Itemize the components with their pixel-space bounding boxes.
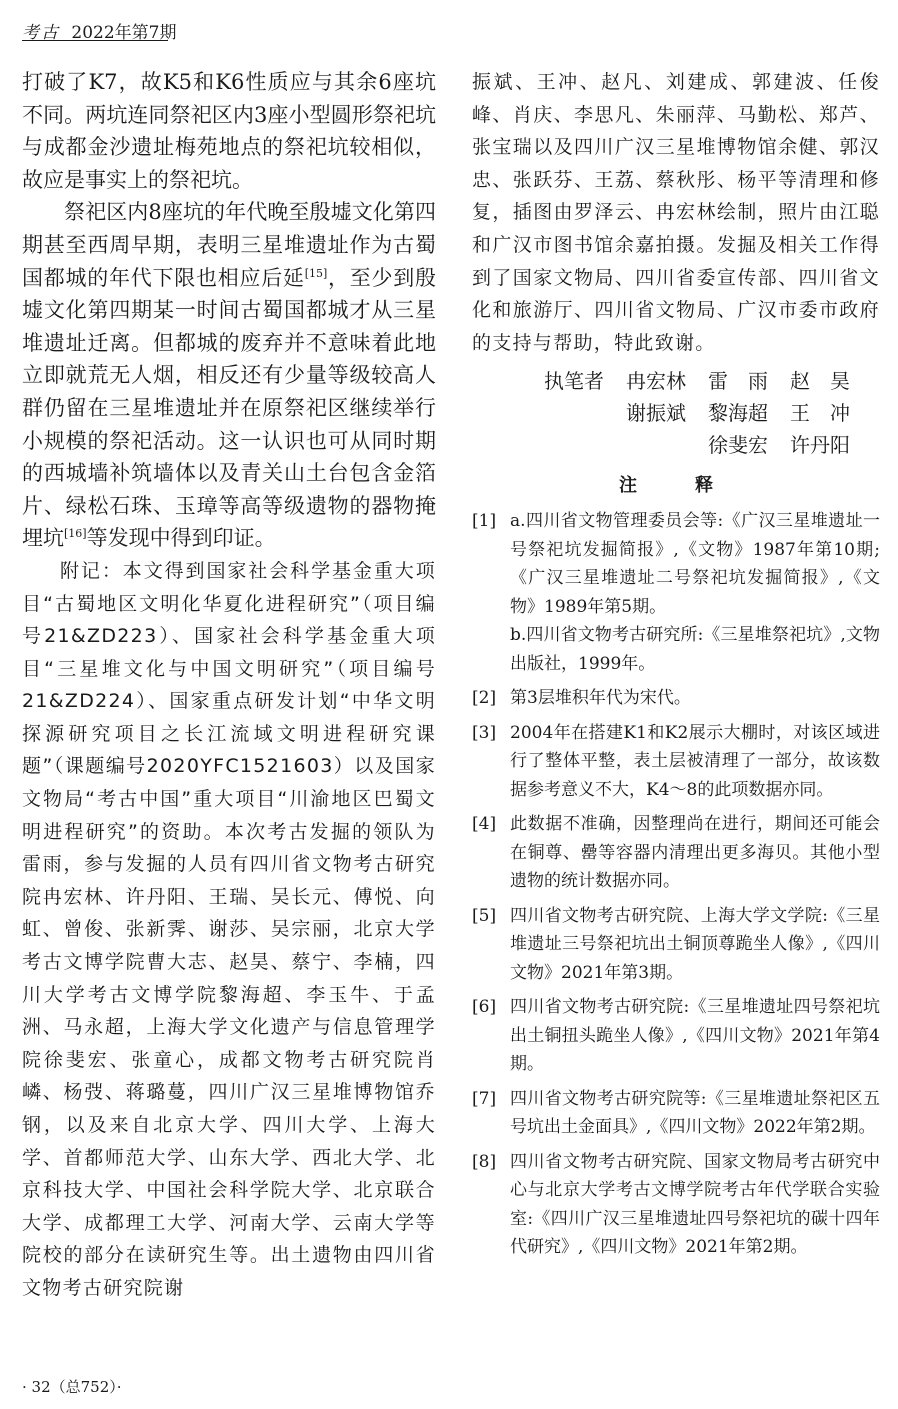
note-number: [1]: [472, 511, 497, 532]
body-paragraph-2-a: 祭祀区内8座坑的年代晚至殷墟文化第四期甚至西周早期，表明三星堆遗址作为古蜀国都城的年代下限也相应后延: [22, 200, 436, 290]
note-paragraph: a.四川省文物管理委员会等:《广汉三星堆遗址一号祭祀坑发掘简报》,《文物》1987年第10期;《广汉三星堆遗址二号祭祀坑发掘简报》,《文物》1989年第5期。: [510, 511, 880, 617]
authors-row-2: [472, 397, 880, 429]
note-paragraph: 四川省文物考古研究院:《三星堆遗址四号祭祀坑出土铜扭头跪坐人像》,《四川文物》2021年第4期。: [510, 997, 880, 1075]
authors-row-3: [472, 429, 880, 461]
body-paragraph-2: [22, 196, 436, 555]
note-text: [510, 902, 880, 988]
note-paragraph: 2004年在搭建K1和K2展示大棚时，对该区域进行了整体平整，表土层被清理了一部分，故该数据参考意义不大，K4～8的此项数据亦同。: [510, 722, 880, 800]
page-number: · 32（总752）·: [22, 1378, 122, 1396]
citation-16[interactable]: [16]: [64, 527, 87, 541]
note-text: [510, 684, 880, 713]
left-column: [22, 66, 436, 1305]
author-name: 赵 昊: [790, 369, 850, 394]
note-text: [510, 507, 880, 678]
notes-heading: 注 释: [619, 475, 733, 497]
note-item: [472, 993, 880, 1079]
note-item: [472, 1148, 880, 1262]
note-text: [510, 719, 880, 805]
note-paragraph: 四川省文物考古研究院、国家文物局考古研究中心与北京大学考古文博学院考古年代学联合实验室:《四川广汉三星堆遗址四号祭祀坑的碳十四年代研究》,《四川文物》2021年第2期。: [510, 1151, 880, 1258]
body-paragraph-2-b: ，至少到殷墟文化第四期某一时间古蜀国都城才从三星堆遗址迁离。但都城的废弃并不意味着此地立即就荒无人烟，相反还有少量等级较高人群仍留在三星堆遗址并在原祭祀区继续举行小规模的祭祀活动。这一认识也可从同时期的西城墙补筑墙体以及青关山土台包含金箔片、绿松石珠、玉璋等高等级遗物的器物掩埋坑: [22, 265, 437, 551]
note-item: [472, 810, 880, 896]
header-rule: [22, 40, 168, 41]
note-item: [472, 507, 880, 678]
note-item: [472, 719, 880, 805]
authors-row-1: [472, 365, 880, 397]
note-paragraph: 第3层堆积年代为宋代。: [510, 688, 691, 709]
note-paragraph: 此数据不准确，因整理尚在进行，期间还可能会在铜尊、罍等容器内清理出更多海贝。其他小型遗物的统计数据亦同。: [510, 814, 880, 892]
acknowledgement-continued: 振斌、王冲、赵凡、刘建成、郭建波、任俊峰、肖庆、李思凡、朱丽萍、马勤松、郑芦、张宝瑞以及四川广汉三星堆博物馆余健、郭汉忠、张跃芬、王荔、蔡秋彤、杨平等清理和修复，插图由罗泽云、冉宏林绘制，照片由江聪和广汉市图书馆余嘉拍摄。发掘及相关工作得到了国家文物局、四川省委宣传部、四川省文化和旅游厅、四川省文物局、广汉市委市政府的支持与帮助，特此致谢。: [472, 71, 880, 354]
acknowledgement-text: 附记：本文得到国家社会科学基金重大项目“古蜀地区文明化华夏化进程研究”（项目编号21&ZD223）、国家社会科学基金重大项目“三星堆文化与中国文明研究”（项目编号21&ZD224）、国家重点研发计划“中华文明探源研究项目之长江流域文明进程研究课题”（课题编号2020YFC1521603）以及国家文物局“考古中国”重大项目“川渝地区巴蜀文明进程研究”的资助。本次考古发掘的领队为雷雨，参与发掘的人员有四川省文物考古研究院冉宏林、许丹阳、王瑞、吴长元、傅悦、向虹、曾俊、张新霁、谢莎、吴宗丽，北京大学考古文博学院曹大志、赵昊、蔡宁、李楠，四川大学考古文博学院黎海超、李玉牛、于孟洲、马永超，上海大学文化遗产与信息管理学院徐斐宏、张童心，成都文物考古研究院肖嶙、杨弢、蒋璐蔓，四川广汉三星堆博物馆乔钢，以及来自北京大学、四川大学、上海大学、首都师范大学、山东大学、西北大学、北京科技大学、中国社会科学院大学、北京联合大学、成都理工大学、河南大学、云南大学等院校的部分在读研究生等。出土遗物由四川省文物考古研究院谢: [22, 559, 436, 1299]
citation-15[interactable]: [15]: [304, 266, 328, 280]
right-column: [472, 66, 880, 1268]
authors-block: [472, 365, 880, 461]
authors-label: 执笔者: [544, 369, 604, 394]
note-number: [7]: [472, 1088, 497, 1109]
note-item: [472, 902, 880, 988]
author-name: 黎海超: [708, 401, 768, 426]
body-paragraph-1: 打破了K7，故K5和K6性质应与其余6座坑不同。两坑连同祭祀区内3座小型圆形祭祀坑与成都金沙遗址梅苑地点的祭祀坑较相似，故应是事实上的祭祀坑。: [22, 70, 436, 192]
note-number: [2]: [472, 688, 497, 709]
note-text: [510, 1148, 880, 1262]
note-item: [472, 684, 880, 713]
journal-name: 考古: [22, 23, 60, 43]
note-paragraph: 四川省文物考古研究院等:《三星堆遗址祭祀区五号坑出土金面具》,《四川文物》2022年第2期。: [510, 1088, 880, 1138]
note-number: [4]: [472, 814, 497, 835]
note-text: [510, 993, 880, 1079]
author-name: 谢振斌: [626, 401, 686, 426]
note-paragraph: 四川省文物考古研究院、上海大学文学院:《三星堆遗址三号祭祀坑出土铜顶尊跪坐人像》,《四川文物》2021年第3期。: [510, 905, 880, 983]
issue-label: 2022年第7期: [71, 23, 177, 43]
author-name: 徐斐宏: [708, 433, 768, 458]
note-number: [8]: [472, 1151, 497, 1172]
note-text: [510, 1085, 880, 1142]
note-paragraph: b.四川省文物考古研究所:《三星堆祭祀坑》,文物出版社，1999年。: [510, 625, 880, 674]
author-name: 许丹阳: [790, 433, 850, 458]
body-paragraph-2-c: 等发现中得到印证。: [86, 526, 276, 551]
note-number: [5]: [472, 905, 497, 926]
author-name: 王 冲: [790, 401, 850, 426]
note-text: [510, 810, 880, 896]
author-name: 冉宏林: [626, 369, 686, 394]
note-number: [3]: [472, 722, 497, 743]
author-name: 雷 雨: [708, 369, 768, 394]
note-number: [6]: [472, 997, 497, 1018]
note-item: [472, 1085, 880, 1142]
notes-list: [472, 507, 880, 1262]
